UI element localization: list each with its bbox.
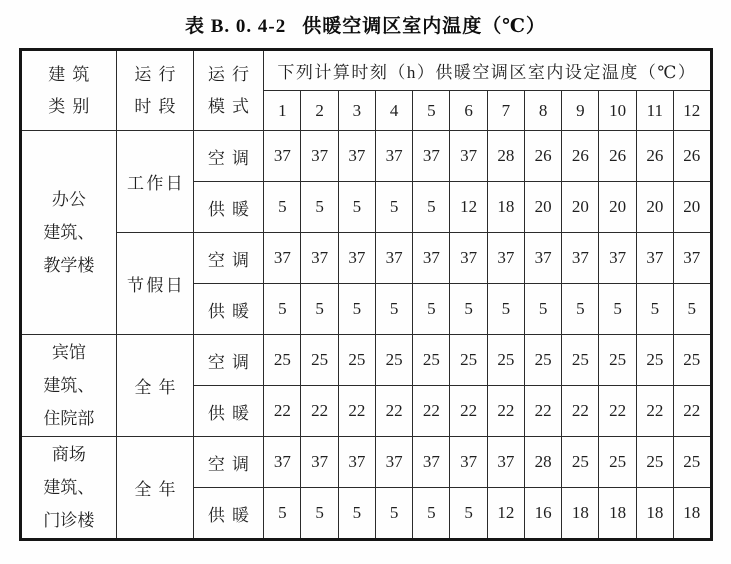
temperature-table bbox=[19, 48, 713, 541]
hour-label-6: 6 bbox=[450, 91, 487, 131]
header-hours-title: 下列计算时刻（h）供暖空调区室内设定温度（℃） bbox=[264, 50, 711, 91]
building-line: 教学楼 bbox=[43, 256, 95, 276]
temp-cell: 37 bbox=[338, 437, 375, 488]
temp-cell: 20 bbox=[599, 182, 636, 233]
mode-cell bbox=[193, 386, 264, 437]
building-line: 办公 bbox=[51, 189, 86, 209]
temp-cell: 37 bbox=[264, 131, 301, 182]
temp-cell: 22 bbox=[413, 386, 450, 437]
temp-cell: 37 bbox=[264, 233, 301, 284]
mode-cell bbox=[193, 284, 264, 335]
temp-cell: 26 bbox=[524, 131, 561, 182]
hour-label-10: 10 bbox=[599, 91, 636, 131]
temp-cell: 25 bbox=[264, 335, 301, 386]
building-line: 宾馆 bbox=[51, 342, 86, 362]
temp-cell: 5 bbox=[413, 284, 450, 335]
temp-cell: 16 bbox=[524, 488, 561, 540]
temp-cell: 25 bbox=[524, 335, 561, 386]
temp-cell: 18 bbox=[599, 488, 636, 540]
temp-cell: 22 bbox=[375, 386, 412, 437]
header-period bbox=[117, 50, 194, 131]
hour-label-9: 9 bbox=[562, 91, 599, 131]
temp-cell: 22 bbox=[673, 386, 711, 437]
temp-cell: 5 bbox=[375, 284, 412, 335]
temp-cell: 25 bbox=[636, 335, 673, 386]
temp-cell: 25 bbox=[413, 335, 450, 386]
temp-cell: 28 bbox=[487, 131, 524, 182]
mode-cell bbox=[193, 182, 264, 233]
mode-cell bbox=[193, 437, 264, 488]
temp-cell: 20 bbox=[524, 182, 561, 233]
temp-cell: 26 bbox=[636, 131, 673, 182]
temp-cell: 25 bbox=[487, 335, 524, 386]
temp-cell: 18 bbox=[562, 488, 599, 540]
hour-label-2: 2 bbox=[301, 91, 338, 131]
header-period-line2: 时段 bbox=[134, 96, 183, 116]
temp-cell: 37 bbox=[524, 233, 561, 284]
table-row bbox=[20, 335, 711, 386]
temp-cell: 5 bbox=[524, 284, 561, 335]
temp-cell: 5 bbox=[487, 284, 524, 335]
temp-cell: 12 bbox=[487, 488, 524, 540]
temp-cell: 5 bbox=[375, 488, 412, 540]
hour-label-1: 1 bbox=[264, 91, 301, 131]
mode-cell bbox=[193, 335, 264, 386]
mode-cell bbox=[193, 488, 264, 540]
temp-cell: 18 bbox=[487, 182, 524, 233]
period-cell-allyear bbox=[117, 437, 194, 540]
hour-label-5: 5 bbox=[413, 91, 450, 131]
building-cell-office bbox=[20, 131, 117, 335]
temp-cell: 25 bbox=[599, 335, 636, 386]
temp-cell: 5 bbox=[264, 488, 301, 540]
hour-label-11: 11 bbox=[636, 91, 673, 131]
hour-label-4: 4 bbox=[375, 91, 412, 131]
temp-cell: 18 bbox=[636, 488, 673, 540]
page-title bbox=[0, 0, 731, 38]
temp-cell: 5 bbox=[301, 488, 338, 540]
hour-label-3: 3 bbox=[338, 91, 375, 131]
temp-cell: 22 bbox=[301, 386, 338, 437]
period-cell-workday bbox=[117, 131, 194, 233]
header-row-1 bbox=[20, 50, 711, 91]
temp-cell: 5 bbox=[338, 488, 375, 540]
temp-cell: 37 bbox=[450, 131, 487, 182]
temp-cell: 37 bbox=[413, 131, 450, 182]
hour-label-7: 7 bbox=[487, 91, 524, 131]
temp-cell: 5 bbox=[673, 284, 711, 335]
temp-cell: 5 bbox=[413, 488, 450, 540]
temp-cell: 37 bbox=[450, 233, 487, 284]
building-cell-mall bbox=[20, 437, 117, 540]
temp-cell: 37 bbox=[264, 437, 301, 488]
mode-label: 空调 bbox=[207, 352, 257, 372]
temp-cell: 37 bbox=[673, 233, 711, 284]
table-row bbox=[20, 437, 711, 488]
building-line: 商场 bbox=[51, 444, 86, 464]
temp-cell: 5 bbox=[413, 182, 450, 233]
temp-cell: 5 bbox=[301, 182, 338, 233]
header-period-line1: 运行 bbox=[134, 65, 183, 85]
header-mode bbox=[193, 50, 264, 131]
temp-cell: 5 bbox=[562, 284, 599, 335]
temp-cell: 5 bbox=[375, 182, 412, 233]
temp-cell: 22 bbox=[338, 386, 375, 437]
temp-cell: 26 bbox=[673, 131, 711, 182]
table-number: 表 B. 0. 4-2 bbox=[184, 16, 287, 37]
temp-cell: 25 bbox=[599, 437, 636, 488]
temp-cell: 25 bbox=[562, 335, 599, 386]
header-building-line2: 类别 bbox=[48, 96, 97, 116]
mode-label: 供暖 bbox=[207, 505, 257, 525]
temp-cell: 20 bbox=[562, 182, 599, 233]
temp-cell: 37 bbox=[375, 233, 412, 284]
period-label: 全年 bbox=[134, 378, 183, 397]
header-mode-line1: 运行 bbox=[207, 65, 257, 85]
temp-cell: 25 bbox=[673, 335, 711, 386]
header-building-line1: 建筑 bbox=[48, 65, 97, 85]
temp-cell: 22 bbox=[450, 386, 487, 437]
temp-cell: 37 bbox=[450, 437, 487, 488]
table-row bbox=[20, 233, 711, 284]
temp-cell: 25 bbox=[673, 437, 711, 488]
temp-cell: 5 bbox=[636, 284, 673, 335]
building-line: 门诊楼 bbox=[43, 511, 95, 531]
hour-label-8: 8 bbox=[524, 91, 561, 131]
header-mode-line2: 模式 bbox=[207, 96, 257, 116]
temp-cell: 25 bbox=[636, 437, 673, 488]
hour-label-12: 12 bbox=[673, 91, 711, 131]
temp-cell: 22 bbox=[524, 386, 561, 437]
temp-cell: 25 bbox=[562, 437, 599, 488]
temp-cell: 5 bbox=[264, 284, 301, 335]
temp-cell: 37 bbox=[375, 131, 412, 182]
temp-cell: 5 bbox=[264, 182, 301, 233]
period-label: 全年 bbox=[134, 480, 183, 499]
temp-cell: 25 bbox=[375, 335, 412, 386]
temp-cell: 20 bbox=[673, 182, 711, 233]
temp-cell: 5 bbox=[301, 284, 338, 335]
temp-cell: 37 bbox=[338, 131, 375, 182]
temp-cell: 5 bbox=[450, 284, 487, 335]
temp-cell: 22 bbox=[562, 386, 599, 437]
mode-cell bbox=[193, 233, 264, 284]
building-line: 建筑、 bbox=[43, 477, 95, 497]
temp-cell: 5 bbox=[599, 284, 636, 335]
temp-cell: 22 bbox=[264, 386, 301, 437]
temp-cell: 22 bbox=[487, 386, 524, 437]
header-building bbox=[20, 50, 117, 131]
temp-cell: 37 bbox=[562, 233, 599, 284]
temp-cell: 22 bbox=[636, 386, 673, 437]
temp-cell: 37 bbox=[599, 233, 636, 284]
temp-cell: 37 bbox=[487, 437, 524, 488]
building-line: 建筑、 bbox=[43, 222, 95, 242]
temp-cell: 37 bbox=[301, 131, 338, 182]
temp-cell: 37 bbox=[301, 437, 338, 488]
temp-cell: 5 bbox=[338, 182, 375, 233]
temp-cell: 12 bbox=[450, 182, 487, 233]
temp-cell: 25 bbox=[450, 335, 487, 386]
temp-cell: 18 bbox=[673, 488, 711, 540]
period-cell-allyear bbox=[117, 335, 194, 437]
temp-cell: 25 bbox=[301, 335, 338, 386]
mode-label: 供暖 bbox=[207, 301, 257, 321]
mode-cell bbox=[193, 131, 264, 182]
temp-cell: 20 bbox=[636, 182, 673, 233]
period-label: 工作日 bbox=[127, 174, 186, 193]
table-row bbox=[20, 131, 711, 182]
mode-label: 空调 bbox=[207, 454, 257, 474]
temp-cell: 37 bbox=[338, 233, 375, 284]
temp-cell: 26 bbox=[599, 131, 636, 182]
temp-cell: 25 bbox=[338, 335, 375, 386]
temp-cell: 26 bbox=[562, 131, 599, 182]
period-label: 节假日 bbox=[127, 276, 186, 295]
building-line: 住院部 bbox=[43, 409, 95, 429]
temp-cell: 37 bbox=[375, 437, 412, 488]
mode-label: 供暖 bbox=[207, 199, 257, 219]
temp-cell: 37 bbox=[413, 437, 450, 488]
mode-label: 空调 bbox=[207, 148, 257, 168]
period-cell-holiday bbox=[117, 233, 194, 335]
temp-cell: 28 bbox=[524, 437, 561, 488]
temp-cell: 37 bbox=[487, 233, 524, 284]
temp-cell: 37 bbox=[301, 233, 338, 284]
table-caption: 供暖空调区室内温度（℃） bbox=[302, 16, 547, 37]
temp-cell: 5 bbox=[450, 488, 487, 540]
temp-cell: 37 bbox=[413, 233, 450, 284]
temp-cell: 37 bbox=[636, 233, 673, 284]
mode-label: 空调 bbox=[207, 250, 257, 270]
building-line: 建筑、 bbox=[43, 375, 95, 395]
temp-cell: 5 bbox=[338, 284, 375, 335]
mode-label: 供暖 bbox=[207, 403, 257, 423]
building-cell-hotel bbox=[20, 335, 117, 437]
temp-cell: 22 bbox=[599, 386, 636, 437]
